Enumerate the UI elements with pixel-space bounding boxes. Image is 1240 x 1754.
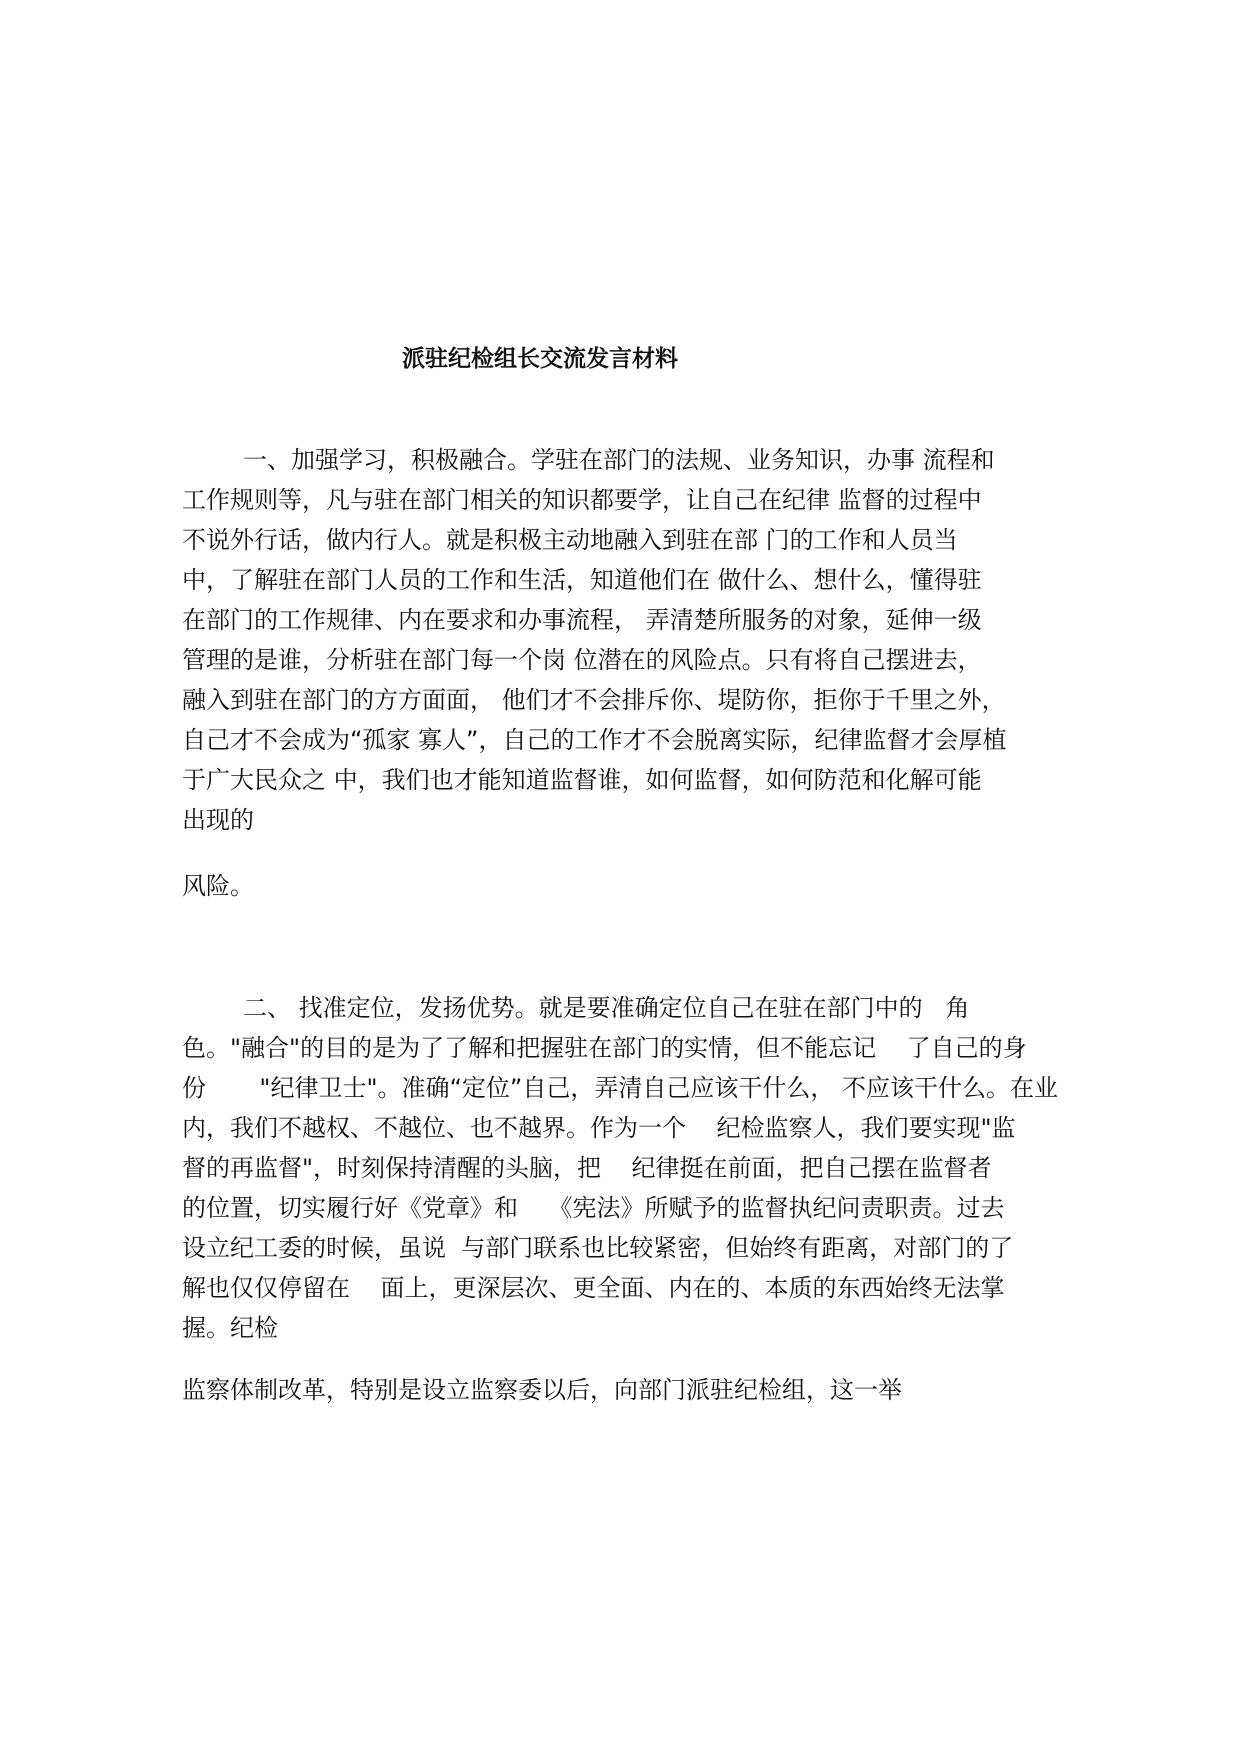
- paragraph-tail: 风险。: [182, 872, 254, 900]
- document-title: 派驻纪检组长交流发言材料: [402, 346, 678, 372]
- paragraph-tail: 监察体制改革，特别是设立监察委以后，向部门派驻纪检组，这一举: [182, 1376, 902, 1404]
- paragraph-line: 设立纪工委的时候，虽说 与部门联系也比较紧密，但始终有距离，对部门的了: [182, 1234, 1014, 1262]
- paragraph-line: 出现的: [182, 806, 254, 834]
- paragraph-line: 不说外行话，做内行人。就是积极主动地融入到驻在部 门的工作和人员当: [182, 526, 958, 554]
- paragraph-line: 中，了解驻在部门人员的工作和生活，知道他们在 做什么、想什么，懂得驻: [182, 566, 982, 594]
- paragraph-line: 工作规则等，凡与驻在部门相关的知识都要学，让自己在纪律 监督的过程中: [182, 486, 982, 514]
- paragraph-line: 督的再监督"，时刻保持清醒的头脑，把 纪律挺在前面，把自己摆在监督者: [182, 1154, 992, 1182]
- paragraph-line: 份 "纪律卫士"。准确“定位”自己，弄清自己应该干什么， 不应该干什么。在业: [182, 1074, 1058, 1102]
- paragraph-line: 握。纪检: [182, 1314, 278, 1342]
- paragraph-line: 内，我们不越权、不越位、也不越界。作为一个 纪检监察人，我们要实现"监: [182, 1114, 1016, 1142]
- paragraph-line: 二、 找准定位，发扬优势。就是要准确定位自己在驻在部门中的 角: [182, 994, 970, 1022]
- paragraph-line: 一、加强学习，积极融合。学驻在部门的法规、业务知识，办事 流程和: [182, 446, 995, 474]
- paragraph-line: 解也仅仅停留在 面上，更深层次、更全面、内在的、本质的东西始终无法掌: [182, 1274, 1005, 1302]
- paragraph-line: 融入到驻在部门的方方面面， 他们才不会排斥你、堤防你，拒你于千里之外，: [182, 686, 1006, 714]
- paragraph-line: 色。"融合"的目的是为了了解和把握驻在部门的实情，但不能忘记 了自己的身: [182, 1034, 1027, 1062]
- paragraph-line: 的位置，切实履行好《党章》和 《宪法》所赋予的监督执纪问责职责。过去: [182, 1194, 1005, 1222]
- paragraph-line: 在部门的工作规律、内在要求和办事流程， 弄清楚所服务的对象，延伸一级: [182, 606, 982, 634]
- paragraph-line: 于广大民众之 中，我们也才能知道监督谁，如何监督，如何防范和化解可能: [182, 766, 982, 794]
- paragraph-line: 自己才不会成为“孤家 寡人”，自己的工作才不会脱离实际，纪律监督才会厚植: [182, 726, 1007, 754]
- paragraph-line: 管理的是谁，分析驻在部门每一个岗 位潜在的风险点。只有将自己摆进去，: [182, 646, 982, 674]
